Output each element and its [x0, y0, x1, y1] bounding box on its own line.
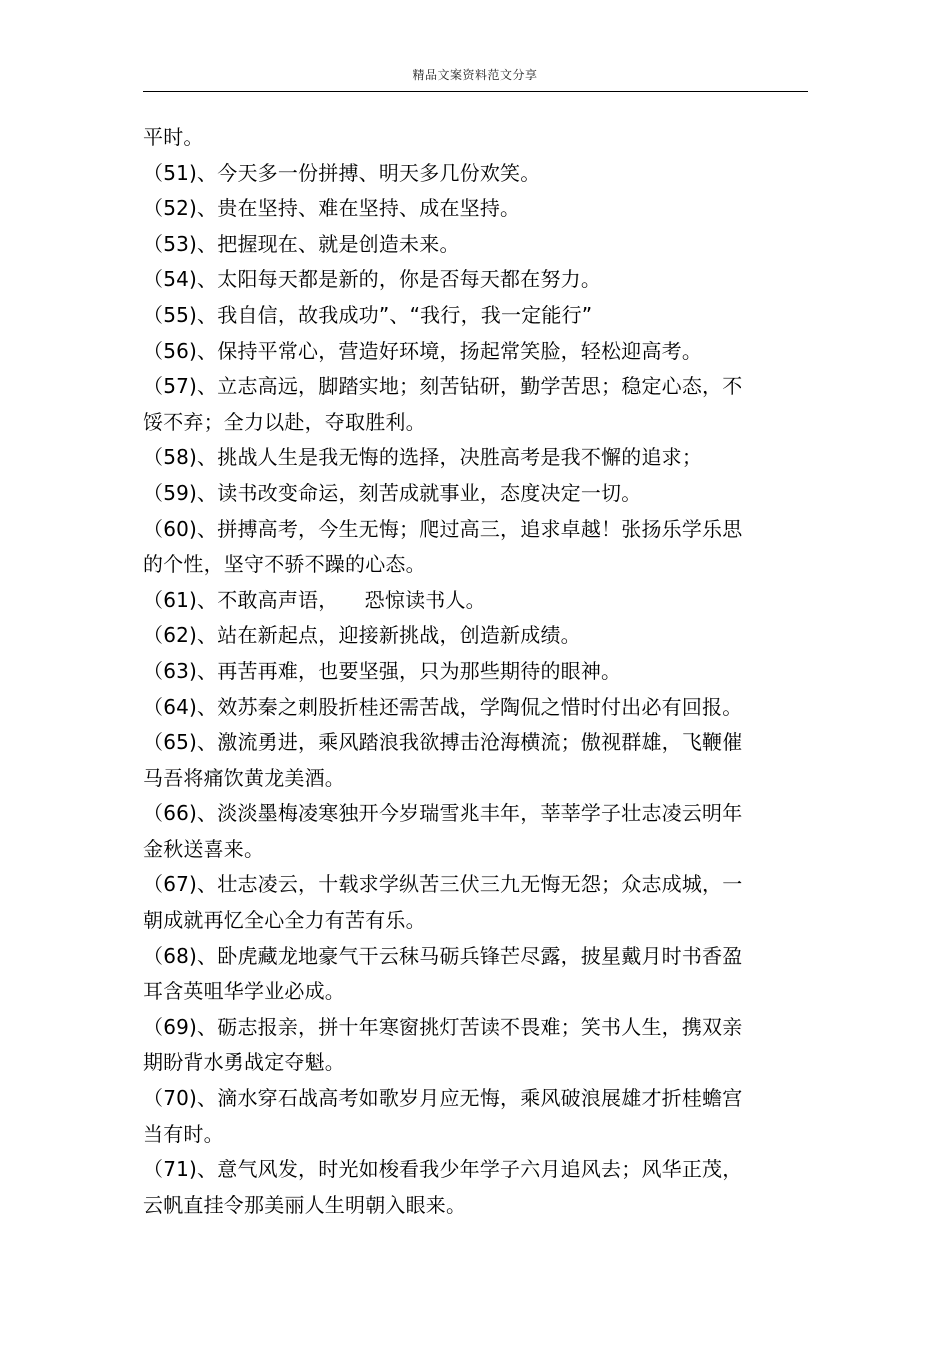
text-line: （51)、今天多一份拼搏、明天多几份欢笑。: [143, 160, 541, 185]
text-line: 耳含英咀华学业必成。: [143, 979, 345, 1004]
text-line: （64)、效苏秦之刺股折桂还需苦战，学陶侃之惜时付出必有回报。: [143, 694, 743, 719]
text-line: （55)、我自信，故我成功”、“我行，我一定能行”: [143, 302, 593, 327]
header-divider: [143, 91, 808, 92]
text-line: （57)、立志高远，脚踏实地；刻苦钻研，勤学苦思；稳定心态，不: [143, 374, 743, 399]
text-line: （70)、滴水穿石战高考如歌岁月应无悔，乘风破浪展雄才折桂蟾宫: [143, 1086, 743, 1111]
text-line: （66)、淡淡墨梅凌寒独开今岁瑞雪兆丰年，莘莘学子壮志凌云明年: [143, 801, 743, 826]
text-line: 马吾将痛饮黄龙美酒。: [143, 765, 345, 790]
text-line: 当有时。: [143, 1121, 224, 1146]
page-header-title: 精品文案资料范文分享: [412, 68, 538, 82]
text-line: 馁不弃；全力以赴，夺取胜利。: [143, 409, 426, 434]
text-line: （68)、卧虎藏龙地豪气干云秣马砺兵锋芒尽露，披星戴月时书香盈: [143, 943, 743, 968]
text-line: （53)、把握现在、就是创造未来。: [143, 231, 460, 256]
document-body: [143, 120, 768, 1223]
text-line: （59)、读书改变命运，刻苦成就事业，态度决定一切。: [143, 480, 642, 505]
text-line: （54)、太阳每天都是新的，你是否每天都在努力。: [143, 267, 602, 292]
text-line: 云帆直挂令那美丽人生明朝入眼来。: [143, 1192, 467, 1217]
text-line: （62)、站在新起点，迎接新挑战，创造新成绩。: [143, 623, 581, 648]
text-line: 的个性，坚守不骄不躁的心态。: [143, 552, 426, 577]
text-line: （61)、不敢高声语， 恐惊读书人。: [143, 587, 486, 612]
text-line: （67)、壮志凌云，十载求学纵苦三伏三九无悔无怨；众志成城，一: [143, 872, 743, 897]
text-line: （52)、贵在坚持、难在坚持、成在坚持。: [143, 196, 521, 221]
text-line: （69)、砺志报亲，拼十年寒窗挑灯苦读不畏难；笑书人生，携双亲: [143, 1014, 743, 1039]
text-line: （60)、拼搏高考，今生无悔；爬过高三，追求卓越！张扬乐学乐思: [143, 516, 743, 541]
text-line: （63)、再苦再难，也要坚强，只为那些期待的眼神。: [143, 658, 622, 683]
text-line: 期盼背水勇战定夺魁。: [143, 1050, 345, 1075]
text-line: 金秋送喜来。: [143, 836, 265, 861]
text-line: 朝成就再忆全心全力有苦有乐。: [143, 908, 426, 933]
text-line: （56)、保持平常心，营造好环境，扬起常笑脸，轻松迎高考。: [143, 338, 703, 363]
text-line: 平时。: [143, 125, 204, 149]
text-line: （65)、激流勇进，乘风踏浪我欲搏击沧海横流；傲视群雄，飞鞭催: [143, 730, 743, 755]
text-line: （71)、意气风发，时光如梭看我少年学子六月追风去；风华正茂，: [143, 1157, 743, 1182]
text-line: （58)、挑战人生是我无悔的选择，决胜高考是我不懈的追求；: [143, 445, 703, 470]
